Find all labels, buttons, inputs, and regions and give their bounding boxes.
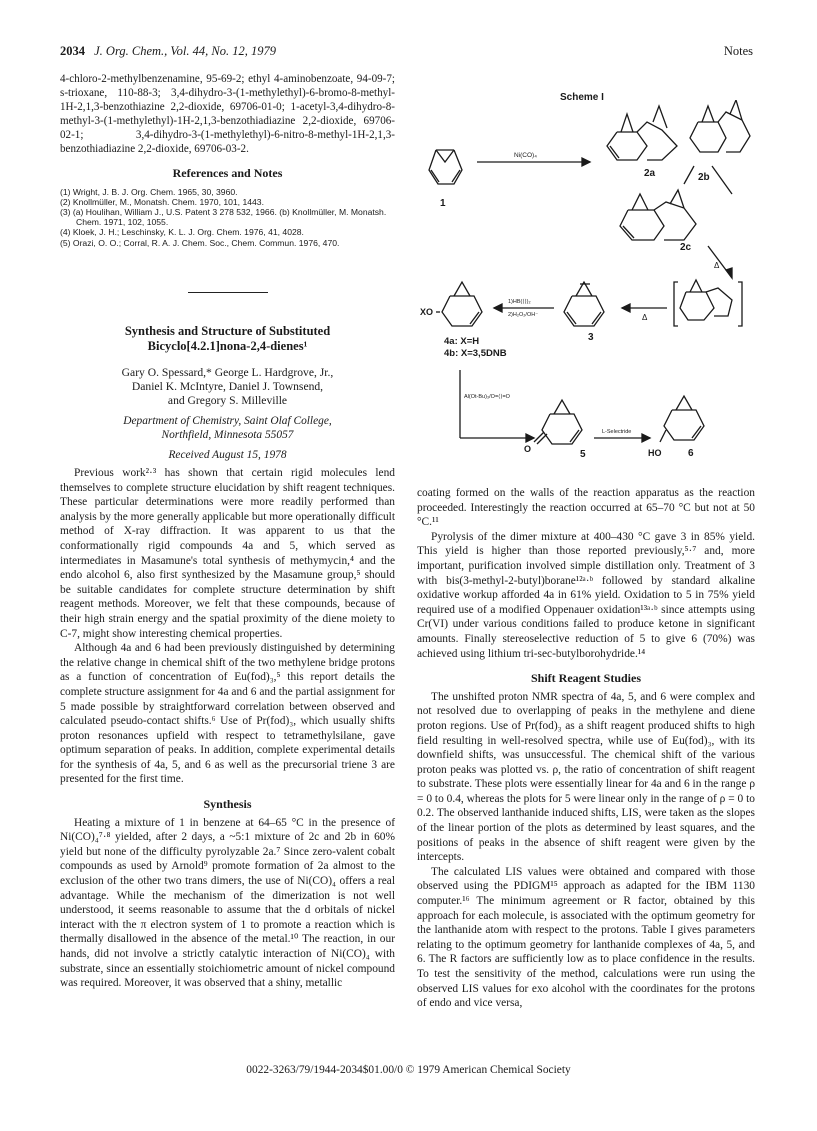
label-2c: 2c — [680, 242, 692, 253]
shift-paragraph-2: The calculated LIS values were obtained and compared with those observed using the PDIGM¹⁵ approach as adapted for the IBM 1130 computer.¹⁶ The minimum agreement or R factor, obtained by this approach for each molecule, is associated with the optimum geometry for the lanthanide atom with respect to the protons. Table I gives parameters relating to the optimum geometry for lanthanide complexes of 4a, 5, and 6. The R factors are sufficiently low as to place confidence in the results. To test the sensitivity of the method, calculations were run using the observed LIS values for exo alcohol with the coordinates for the protons of endo and vice versa, — [417, 865, 755, 1010]
label-5: 5 — [580, 449, 586, 460]
left-column-body — [60, 466, 395, 991]
right-paragraph-2: Pyrolysis of the dimer mixture at 400–430 °C gave 3 in 85% yield. This yield is higher than those reported previously,⁵·⁷ and, more important, purification involved simple distillation only. Treatment of 3 with bis(3-methyl-2-butyl)borane¹²ᵃ·ᵇ followed by standard alkaline oxidative workup afforded 4a in 61% yield. Oxidation to 5 in 75% yield required use of a modified Oppenauer oxidation¹³ᵃ·ᵇ since attempts using Cr(VI) under various conditions failed to produce ketone in significant amounts. Finally stereoselective reduction of 5 to give 6 (70%) was achieved using lithium tri-sec-butylborohydride.¹⁴ — [417, 530, 755, 660]
shift-reagent-heading: Shift Reagent Studies — [530, 671, 641, 686]
section-divider — [188, 292, 268, 293]
left-column-top — [60, 72, 395, 248]
reference-item: (1) Wright, J. B. J. Org. Chem. 1965, 30, 3960. — [60, 186, 238, 197]
label-2b: 2b — [698, 172, 710, 183]
authors-line3: and Gregory S. Milleville — [167, 394, 288, 407]
reference-item: (4) Kloek, J. H.; Leschinsky, K. L. J. Org. Chem. 1976, 41, 4028. — [60, 227, 304, 238]
intro-paragraph-2: Although 4a and 6 had been previously distinguished by determining the relative change in chemical shift of the two methylene bridge protons as a function of concentration of Eu(fod)₃,⁵ this report details the complete structure assignment for 4a and 6 and the partial assignment for 5 made possible by straightforward correlation between observed and calculated pseudo-contact shifts.⁶ Use of Pr(fod)₃, which usually shifts proton resonances upfield with respect to tetramethylsilane, gave optimum separation of peaks. In addition, complete experimental details for the synthesis of 4a, 5, and 6 as well as the precursorial triene 3 are presented for the first time. — [60, 642, 395, 786]
molecule-1-norbornadiene — [429, 150, 462, 184]
reagent-oppenauer: Al(Ot-Bu)₃/O=⟨⟩=O — [464, 394, 510, 400]
label-2a: 2a — [644, 168, 656, 179]
article-title-block — [60, 324, 395, 462]
section-label: Notes — [723, 44, 753, 58]
label-o: O — [524, 444, 532, 454]
reagent-l-selectride: L-Selectride — [602, 429, 632, 435]
intro-paragraph-1: Previous work²·³ has shown that certain rigid molecules lend themselves to complete structure elucidation by shift reagent techniques. These particular determinations were more readily performed than analysis by the more generally applicable but more operationally difficult method of X-ray diffraction. It was apparent to us that the conformationally rigid compounds 4a and 5, which served as intermediates in Masamune's total synthesis of methymycin,⁴ and the endo alcohol 6, also first synthesized by the Masamune group,⁵ should be suitable candidates for complete structure determination by shift reagent methods. Moreover, we felt that these compounds, because of their high strain energy and the spatial proximity of the diene moiety to C-7, might show interesting chemical properties. — [60, 467, 395, 640]
affiliation-line1: Department of Chemistry, Saint Olaf College, — [123, 415, 332, 427]
reference-item: (2) Knollmüller, M., Monatsh. Chem. 1970, 101, 1443. — [60, 196, 264, 207]
reagent-heat-1: Δ — [714, 261, 720, 270]
received-date: Received August 15, 1978 — [168, 449, 287, 461]
reagent-heat-2: Δ — [642, 313, 648, 322]
label-xo: XO — [420, 307, 434, 317]
page-number: 2034 — [60, 44, 85, 58]
molecule-2a — [607, 106, 677, 160]
article-title-line2: Bicyclo[4.2.1]nona-2,4-dienes¹ — [147, 339, 308, 353]
reagent-borane: 1)HB(⟨⟩)₂ — [508, 299, 531, 305]
registry-numbers: 4-chloro-2-methylbenzenamine, 95-69-2; ethyl 4-aminobenzoate, 94-09-7; s-trioxane, 110-88-3; 3,4-dihydro-3-(1-methylethyl)-6-bromo-8-methyl-1H-2,1,3-benzothiazine 2,2-dioxide, 69706-01-0; 1-acetyl-3,4-dihydro-8-methyl-3-(1-methylethyl)-1H-2,1,3-benzothiadiazine 2,2-dioxide, 69706-02-1; 3,4-dihydro-3-(1-methylethyl)-6-nitro-8-methyl-1H-2,1,3-benzothiadiazine 2,2-dioxide, 69706-03-2. — [60, 73, 395, 155]
molecule-2b — [690, 100, 750, 152]
article-title-line1: Synthesis and Structure of Substituted — [124, 324, 331, 338]
molecule-6 — [660, 396, 704, 442]
reference-item: (5) Orazi, O. O.; Corral, R. A. J. Chem. Soc., Chem. Commun. 1976, 470. — [60, 237, 340, 248]
journal-citation: J. Org. Chem., Vol. 44, No. 12, 1979 — [94, 44, 276, 58]
molecule-intermediate — [674, 280, 742, 326]
authors-line2: Daniel K. McIntyre, Daniel J. Townsend, — [131, 380, 324, 393]
references-list — [60, 187, 395, 248]
synthesis-heading: Synthesis — [203, 797, 252, 812]
molecule-4a — [436, 282, 482, 326]
page-header-left — [60, 44, 276, 59]
right-column-body — [417, 486, 755, 1011]
molecule-2c — [620, 190, 696, 240]
label-1: 1 — [440, 198, 446, 209]
scheme-title: Scheme I — [560, 92, 604, 103]
copyright-footer: 0022-3263/79/1944-2034$01.00/0 © 1979 American Chemical Society — [246, 1064, 571, 1076]
label-6: 6 — [688, 448, 694, 459]
right-paragraph-1: coating formed on the walls of the reaction apparatus as the reaction proceeded. Interestingly the reaction occurred at 65–70 °C but not at 50 °C.¹¹ — [417, 487, 755, 529]
affiliation-line2: Northfield, Minnesota 55057 — [161, 429, 294, 441]
reaction-scheme-figure — [412, 100, 757, 460]
authors-line1: Gary O. Spessard,* George L. Hardgrove, Jr., — [121, 366, 334, 379]
shift-paragraph-1: The unshifted proton NMR spectra of 4a, 5, and 6 were complex and not resolved due to overlapping of peaks in the methylene and diene proton regions. Use of Pr(fod)₃ as a shift reagent produced shifts to high field resulting in well-resolved spectra, while use of Eu(fod)₃, with its downfield shifts, was unsuccessful. The chemical shift of the various proton peaks was plotted vs. ρ, the ratio of concentration of shift reagent to substrate. These plots were essentially linear for 4a and 6 in the range ρ = 0 to 0.4, whereas the plots for 5 were linear only in the range of ρ = 0 to 0.2. The observed lanthanide induced shifts, LIS, were taken as the slopes of the linear portion of the plots as determined by least squares, and the positions of peaks in the absence of shift reagent were given by the intercepts. — [417, 690, 755, 864]
reagent-peroxide: 2)H₂O₂/OH⁻ — [508, 312, 539, 318]
synthesis-paragraph: Heating a mixture of 1 in benzene at 64–65 °C in the presence of Ni(CO)₄⁷·⁸ yielded, after 2 days, a ~5:1 mixture of 2c and 2b in 60% yield but none of the difficulty pyrolyzable 2a.⁷ Since zero-valent cobalt compounds as used by Arnold⁹ promote formation of 2a almost to the exclusion of the other two trans dimers, the use of Ni(CO)₄ offers a real advantage. While the mechanism of the dimerization is not well understood, it seems reasonable to assume that the d orbitals of nickel interact with the π electron system of 1 to promote a reaction which is thermally disallowed in the absence of the metal.¹⁰ The reaction, in our hands, did not involve a strictly catalytic interaction of Ni(CO)₄ with substrate, since an essentially stoichiometric amount of nickel compound was required. Moreover, it was observed that a shiny, metallic — [60, 816, 395, 990]
label-ho: HO — [648, 448, 662, 458]
label-4b: 4b: X=3,5DNB — [444, 348, 507, 359]
molecule-5 — [534, 400, 582, 444]
molecule-3 — [564, 282, 604, 326]
label-4a: 4a: X=H — [444, 336, 480, 347]
reagent-nickel-carbonyl: Ni(CO)₄ — [514, 152, 537, 159]
references-heading: References and Notes — [172, 166, 283, 180]
reference-item: (3) (a) Houlihan, William J., U.S. Patent 3 278 532, 1966. (b) Knollmüller, M. Monatsh. Chem. 1971, 102, 1055. — [60, 207, 387, 228]
label-3: 3 — [588, 332, 594, 343]
